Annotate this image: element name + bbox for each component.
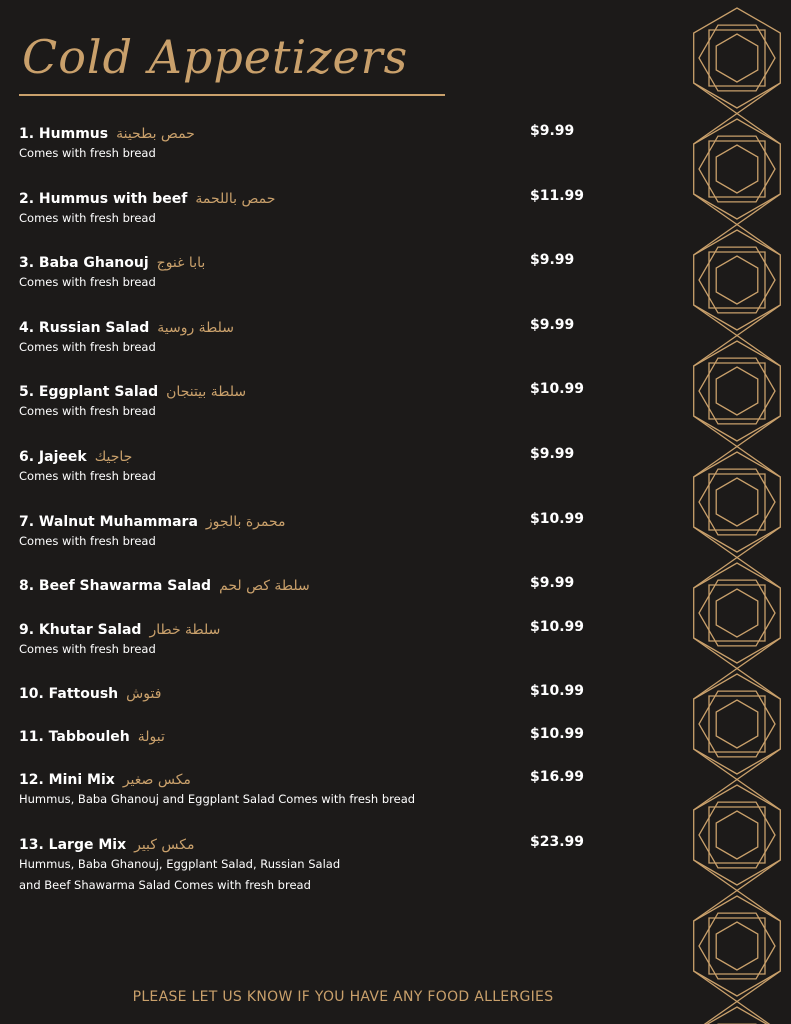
menu-item <box>19 769 589 810</box>
item-arabic-name: فتوش <box>126 686 162 702</box>
menu-item <box>19 834 589 896</box>
menu-item <box>19 511 589 552</box>
hexagon-motif <box>694 230 781 366</box>
item-price: $10.99 <box>530 683 585 699</box>
menu-item <box>19 381 589 422</box>
hexagon-motif <box>694 8 781 144</box>
item-arabic-name: سلطة بيتنجان <box>166 384 247 400</box>
hexagon-motif <box>694 341 781 477</box>
item-description: and Beef Shawarma Salad Comes with fresh bread <box>19 878 311 892</box>
item-arabic-name: حمص بطحينة <box>116 126 195 142</box>
item-description: Hummus, Baba Ghanouj, Eggplant Salad, Russian Salad <box>19 857 341 871</box>
menu-item <box>19 446 589 487</box>
hexagon-motif <box>694 1007 781 1024</box>
hexagon-motif <box>694 119 781 255</box>
item-description: Comes with fresh bread <box>19 340 156 354</box>
menu-item <box>19 575 589 595</box>
item-arabic-name: محمرة بالجوز <box>205 514 286 530</box>
hexagon-motif <box>694 896 781 1024</box>
item-arabic-name: سلطة خطار <box>149 622 221 638</box>
item-price: $11.99 <box>530 188 585 204</box>
menu-item <box>19 188 589 229</box>
item-description: Comes with fresh bread <box>19 469 156 483</box>
menu-item <box>19 317 589 358</box>
hexagon-motif <box>694 563 781 699</box>
menu-item <box>19 252 589 293</box>
item-name: 8. Beef Shawarma Salad <box>19 578 212 594</box>
item-price: $16.99 <box>530 769 585 785</box>
item-description: Comes with fresh bread <box>19 211 156 225</box>
allergy-notice: PLEASE LET US KNOW IF YOU HAVE ANY FOOD ALLERGIES <box>132 989 554 1005</box>
item-name: 13. Large Mix <box>19 837 127 853</box>
item-price: $9.99 <box>530 317 575 333</box>
item-price: $10.99 <box>530 619 585 635</box>
item-price: $23.99 <box>530 834 585 850</box>
item-arabic-name: جاجيك <box>94 449 133 465</box>
item-name: 4. Russian Salad <box>19 320 150 336</box>
item-arabic-name: سلطة روسية <box>157 320 235 336</box>
item-arabic-name: مكس كبير <box>134 837 195 853</box>
menu-item <box>19 619 589 660</box>
item-description: Hummus, Baba Ghanouj and Eggplant Salad Comes with fresh bread <box>19 792 416 806</box>
geometric-ornament-icon <box>683 0 791 1024</box>
item-name: 7. Walnut Muhammara <box>19 514 198 530</box>
item-arabic-name: بابا غنوج <box>156 255 206 271</box>
item-name: 6. Jajeek <box>19 449 87 465</box>
item-description: Comes with fresh bread <box>19 534 156 548</box>
item-name: 12. Mini Mix <box>19 772 115 788</box>
item-price: $10.99 <box>530 381 585 397</box>
item-name: 9. Khutar Salad <box>19 622 142 638</box>
item-arabic-name: تبولة <box>137 729 165 745</box>
hexagon-motif <box>694 452 781 588</box>
item-name: 2. Hummus with beef <box>19 191 188 207</box>
item-description: Comes with fresh bread <box>19 404 156 418</box>
menu-item <box>19 683 589 703</box>
menu-item <box>19 726 589 746</box>
hexagon-motif <box>694 674 781 810</box>
item-description: Comes with fresh bread <box>19 275 156 289</box>
item-price: $10.99 <box>530 726 585 742</box>
item-arabic-name: حمص باللحمة <box>195 191 276 207</box>
item-price: $9.99 <box>530 123 575 139</box>
item-name: 10. Fattoush <box>19 686 119 702</box>
item-description: Comes with fresh bread <box>19 146 156 160</box>
item-price: $10.99 <box>530 511 585 527</box>
hexagon-motif <box>694 785 781 921</box>
item-name: 3. Baba Ghanouj <box>19 255 149 271</box>
page-title: Cold Appetizers <box>22 30 409 84</box>
item-name: 5. Eggplant Salad <box>19 384 159 400</box>
item-arabic-name: مكس صغير <box>122 772 191 788</box>
item-name: 1. Hummus <box>19 126 109 142</box>
item-description: Comes with fresh bread <box>19 642 156 656</box>
item-price: $9.99 <box>530 575 575 591</box>
menu-item <box>19 123 589 164</box>
item-arabic-name: سلطة كص لحم <box>219 578 310 594</box>
item-price: $9.99 <box>530 252 575 268</box>
item-name: 11. Tabbouleh <box>19 729 130 745</box>
title-underline <box>19 94 445 96</box>
item-price: $9.99 <box>530 446 575 462</box>
